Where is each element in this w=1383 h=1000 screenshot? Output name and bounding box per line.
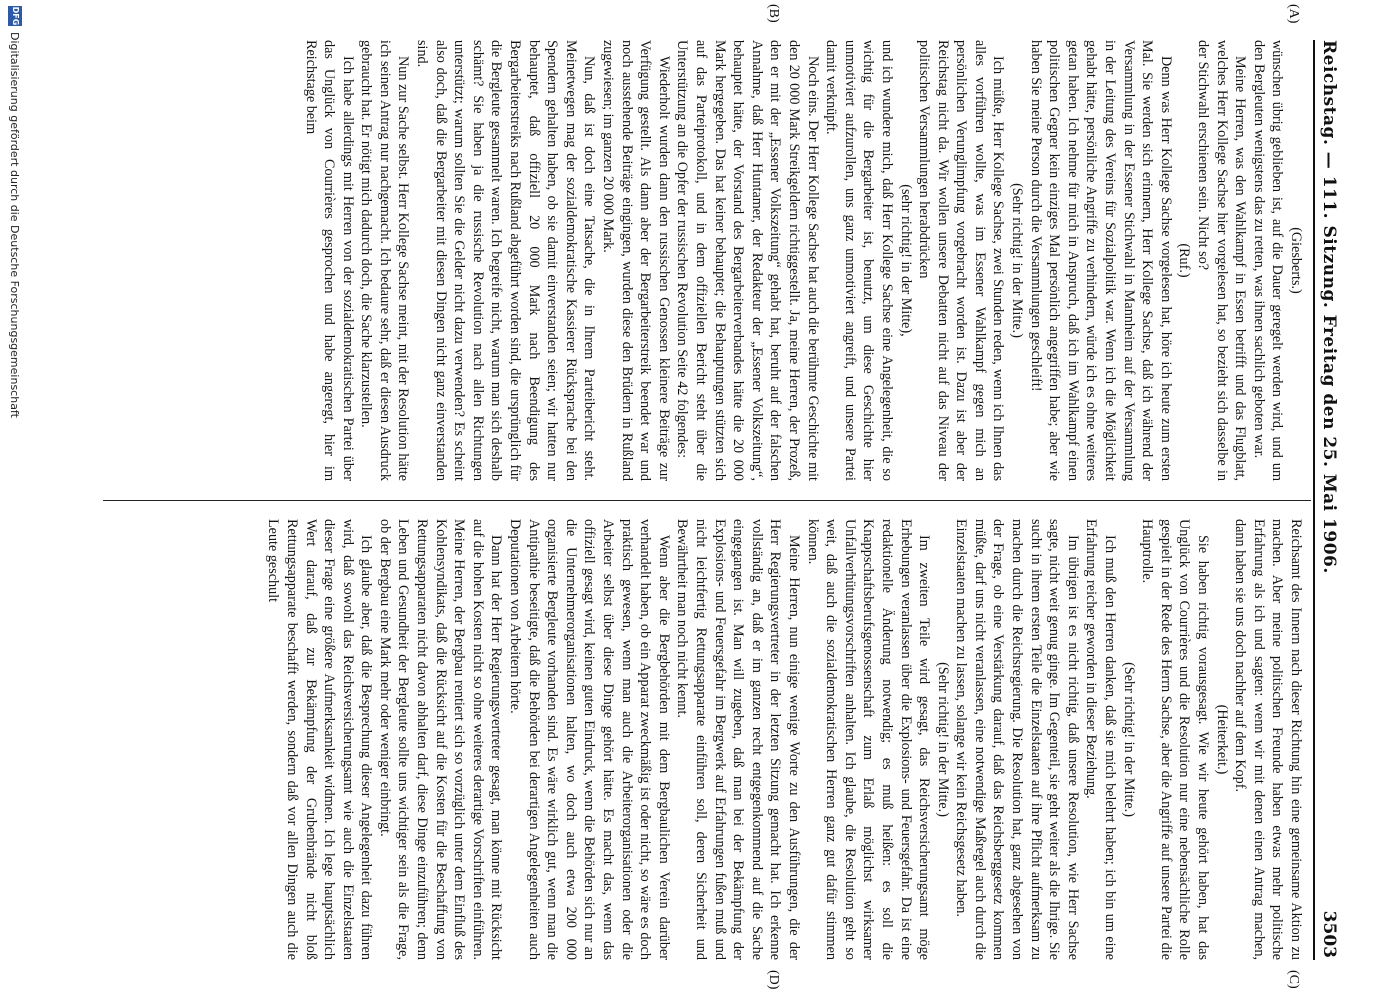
paragraph: Sie haben richtig vorausgesagt. Wie wir heute gehört haben, hat das Unglück von Courrières und die Resolution nur eine nebensächliche Rolle gespielt in der Rede des Herrn Sachse, aber die Angriffe auf unsere Partei die Hauptrolle. — [1139, 519, 1212, 960]
left-column — [105, 40, 1305, 481]
paragraph: Dann hat der Herr Regierungsvertreter gesagt, man könne mit Rücksicht auf die hohen Kosten nicht so ohne weiteres derartige Vorschriften einführen. Meine Herren, der Bergbau rentiert sich so vorzüglich unter dem Einfluß des Kohlensyndikats, daß die Rücksicht auf die Kosten für die Beschaffung von Rettungsapparaten nicht davon abhalten darf, diese Dinge einzuführen; denn Leben und Gesundheit der Bergleute sollte uns wichtiger sein als die Frage, ob der Bergbau eine Mark mehr oder weniger einbringt. — [376, 519, 505, 960]
paragraph: Nun zur Sache selbst. Herr Kollege Sachse meint, mit der Resolution hätte ich seinen Antrag nur nachgemacht. Ich bedaure sehr, daß er diesen Ausdruck gebraucht hat. Er nötigt mich dadurch doch, die Sache klarzustellen. — [358, 40, 412, 481]
page-content — [96, 4, 1341, 990]
paragraph: Wenn aber die Bergbehörden mit dem Bergbaulichen Verein darüber verhandelt haben, ob ein Apparat zweckmäßig ist oder nicht, so wäre es doch praktisch gewesen, wenn man auch die Arbeiterorganisationen oder die Arbeiter selbst über diese Dinge gehört hätte. Es macht das, wenn das offiziell gesagt wird, keinen guten Eindruck, wenn die Behörden sich nur an die Unternehmerorganisationen halten, wo doch auch etwa 200 000 organisierte Bergleute vorhanden sind. Es wäre wirklich gut, wenn man die Antipathie beseitigte, daß die Behörden bei derartigen Angelegenheiten auch Deputationen von Arbeitern hörte. — [507, 519, 672, 960]
paragraph: Denn was Herr Kollege Sachse vorgelesen hat, höre ich heute zum ersten Mal. Sie werden sich erinnern, Herr Kollege Sachse, daß ich während der Versammlung in der Essener Stichwahl in Mannheim auf der Versammlung in der Leitung des Vereins für Sozialpolitik war. Wenn ich die Möglichkeit gehabt hätte, persönliche Angriffe zu verhindern, würde ich es ohne weiteres getan haben. Ich nehme für mich in Anspruch, daß ich im Wahlkampf einen politischen Gegner kein einziges Mal persönlich angegriffen habe; aber wie haben Sie meine Person durch die Versammlungen geschleift! — [1027, 40, 1174, 481]
margin-mark-d: (D) — [766, 970, 781, 990]
margin-mark-b: (B) — [766, 4, 781, 23]
quoted-passage: Wiederholt wurden dann den russischen Genossen kleinere Beiträge zur Verfügung gestellt. Als dann aber der Bergarbeiterstreik beendet war und noch ausstehende Beiträge eingingen, wurden diese den Brüdern in Rußland zugewiesen; im ganzen 20 000 Mark. — [600, 40, 672, 481]
margin-mark-a: (A) — [1286, 4, 1301, 24]
interjection: (Sehr richtig! in der Mitte.) — [1120, 662, 1137, 817]
paragraph: Ich müßte, Herr Kollege Sachse, zwei Stunden reden, wenn ich Ihnen das alles vorführen wollte, was im Essener Wahlkampf gegen mich an persönlichen Verunglimpfung vorgebracht worden ist. Dazu ist aber der Reichstag nicht da. Wir wollen unsere Debatten nicht auf das Niveau der politischen Versammlungen herabdrücken — [916, 40, 1007, 481]
paragraph: Meine Herren, nun einige wenige Worte zu den Ausführungen, die der Herr Regierungsvertreter in der letzten Sitzung gemacht hat. Ich erkenne vollständig an, daß er im ganzen recht entgegenkommend auf die Sache eingegangen ist. Man will zugeben, daß man bei der Bekämpfung der Explosions- und Feuersgefahr im Bergwerk auf Erfahrungen fußen muß und nicht leichtfertig Rettungsapparate einführen soll, deren Sicherheit und Bewährtheit man noch nicht kennt. — [674, 519, 802, 960]
footer-credit: Digitalisierung gefördert durch die Deutsche Forschungsgemeinschaft — [8, 32, 21, 418]
column-divider — [103, 500, 1311, 501]
header-title: Reichstag. — 111. Sitzung. Freitag den 25. Mai 1906. — [1319, 40, 1339, 574]
paragraph: Im übrigen ist es nicht richtig, daß unsere Resolution, wie Herr Sachse sagte, nicht weit genug ginge. Im Gegenteil, sie geht weiter als die Ihrige. Sie sucht in ihrem ersten Teile die Einzelstaaten auf ihre Pflicht aufmerksam zu machen durch die Reichsregierung. Die Resolution hat, ganz abgesehen von der Frage, ob eine Verstärkung darauf, daß das Reichsberggesetz kommen müßte, darf uns nicht veranlassen, eine notwendige Maßregel auch durch die Einzelstaaten machen zu lassen, solange wir kein Reichsgesetz haben. — [953, 519, 1081, 960]
paragraph: Noch eins. Der Herr Kollege Sachse hat auch die berühmte Geschichte mit den 20 000 Mark Streikgeldern richtiggestellt. Ja, meine Herren, der Prozeß, den er mit der „Essener Volkszeitung“ gehabt hat, beruht auf der falschen Annahme, daß Herr Huntamer, der Redakteur der „Essener Volkszeitung“, behauptet hätte, der Vorstand des Bergarbeiterverbandes hätte die 20 000 Mark hergegeben. Das hat keiner behauptet; die Behauptungen stützten sich auf das Parteiprotokoll, und in dem offiziellen Bericht steht über die Unterstützung an die Opfer der russischen Revolution Seite 42 folgendes: — [674, 40, 821, 481]
dfg-logo: DFG — [8, 6, 22, 26]
interjection: (sehr richtig! in der Mitte), — [897, 184, 914, 337]
paragraph: wünschen übrig geblieben ist, auf die Dauer geregelt werden wird, und um den Bergleuten wenigstens das zu retten, was ihnen sachlich geboten war. — [1250, 40, 1286, 481]
paragraph: Nun, daß ist doch eine Tatsache, die in Ihrem Parteibericht steht. Meinetwegen mag der sozialdemokratische Kassierer Rücksprache bei den Spendern gehalten haben, ob sie damit einverstanden seien; wir hatten nur behauptet, daß offiziell 20 000 Mark nach Beendigung des Bergarbeiterstreiks nach Rußland abgeführt worden sind, die ursprünglich für die Bergleute gesammelt waren. Ich begreife nicht, warum man sich deshalb schämt? Sie haben ja die russische Revolution nach allen Richtungen unterstützt; warum sollten Sie die Gelder nicht dazu verwenden? Es scheint also doch, daß die Bergarbeiter mit diesen Dingen nicht ganz einverstanden sind. — [414, 40, 598, 481]
paragraph: Meine Herren, was den Wahlkampf in Essen betrifft und das Flugblatt, welches Herr Kollege Sachse hier vorgelesen hat, so bezieht sich dasselbe in der Stichwahl erschienen sein. Nicht so? — [1195, 40, 1249, 481]
interjection: (Sehr richtig! in der Mitte.) — [1009, 183, 1026, 338]
digitization-footer — [3, 0, 23, 1000]
speaker-name: (Giesberts.) — [1288, 227, 1304, 294]
paragraph: Reichsamt des Innern nach dieser Richtung hin eine gemeinsame Aktion zu machen. Aber meine politischen Freunde haben etwas mehr politische Erfahrung als ich und sagten: wenn wir mit denen einen Antrag machen, dann haben sie uns doch nachher auf dem Kopf. — [1232, 519, 1304, 960]
paragraph: Ich glaube aber, daß die Besprechung dieser Angelegenheit dazu führen wird, daß sowohl das Reichsversicherungsamt wie auch die Einzelstaaten dieser Frage eine größere Aufmerksamkeit widmen. Ich lege hauptsächlich Wert darauf, daß zur Bekämpfung der Grubenbrände nicht bloß Rettungsapparate beschafft werden, sondern daß vor allen Dingen auch die Leute geschult — [265, 519, 375, 960]
interjection: (Ruf.) — [1176, 243, 1193, 278]
interjection: (Sehr richtig! in der Mitte.) — [934, 662, 951, 817]
right-column — [105, 519, 1305, 960]
margin-mark-c: (C) — [1286, 970, 1301, 989]
paragraph: Ich muß den Herren danken, daß sie mich belehrt haben; ich bin um eine Erfahrung reicher geworden in dieser Beziehung. — [1083, 519, 1119, 960]
paragraph: und ich wundere mich, daß Herr Kollege Sachse eine Angelegenheit, die so wichtig für die Bergarbeiter ist, benutzt, um diese Geschichte hier unmotiviert aufzurollen, uns ganz unmotiviert angreift, und unsere Partei damit verknüpft. — [823, 40, 895, 481]
paragraph: Im zweiten Teile wird gesagt, das Reichsversicherungsamt möge Erhebungen veranlassen über die Explosions- und Feuersgefahr. Da ist eine redaktionelle Änderung notwendig; es muß heißen: es soll die Knappschaftsberufsgenossenschaft zum Erlaß möglichst wirksamer Unfallverhütungsvorschriften anhalten. Ich glaube, die Resolution geht so weit, daß auch die sozialdemokratischen Herren ganz gut dafür stimmen können. — [804, 519, 933, 960]
interjection: (Heiterkeit.) — [1213, 704, 1230, 775]
paragraph: Ich habe allerdings mit Herren von der sozialdemokratischen Partei über das Unglück von Courrières gesprochen und habe angeregt, hier im Reichstage beim — [302, 40, 356, 481]
page-number: 3503 — [1319, 910, 1339, 958]
running-header — [1313, 40, 1341, 960]
